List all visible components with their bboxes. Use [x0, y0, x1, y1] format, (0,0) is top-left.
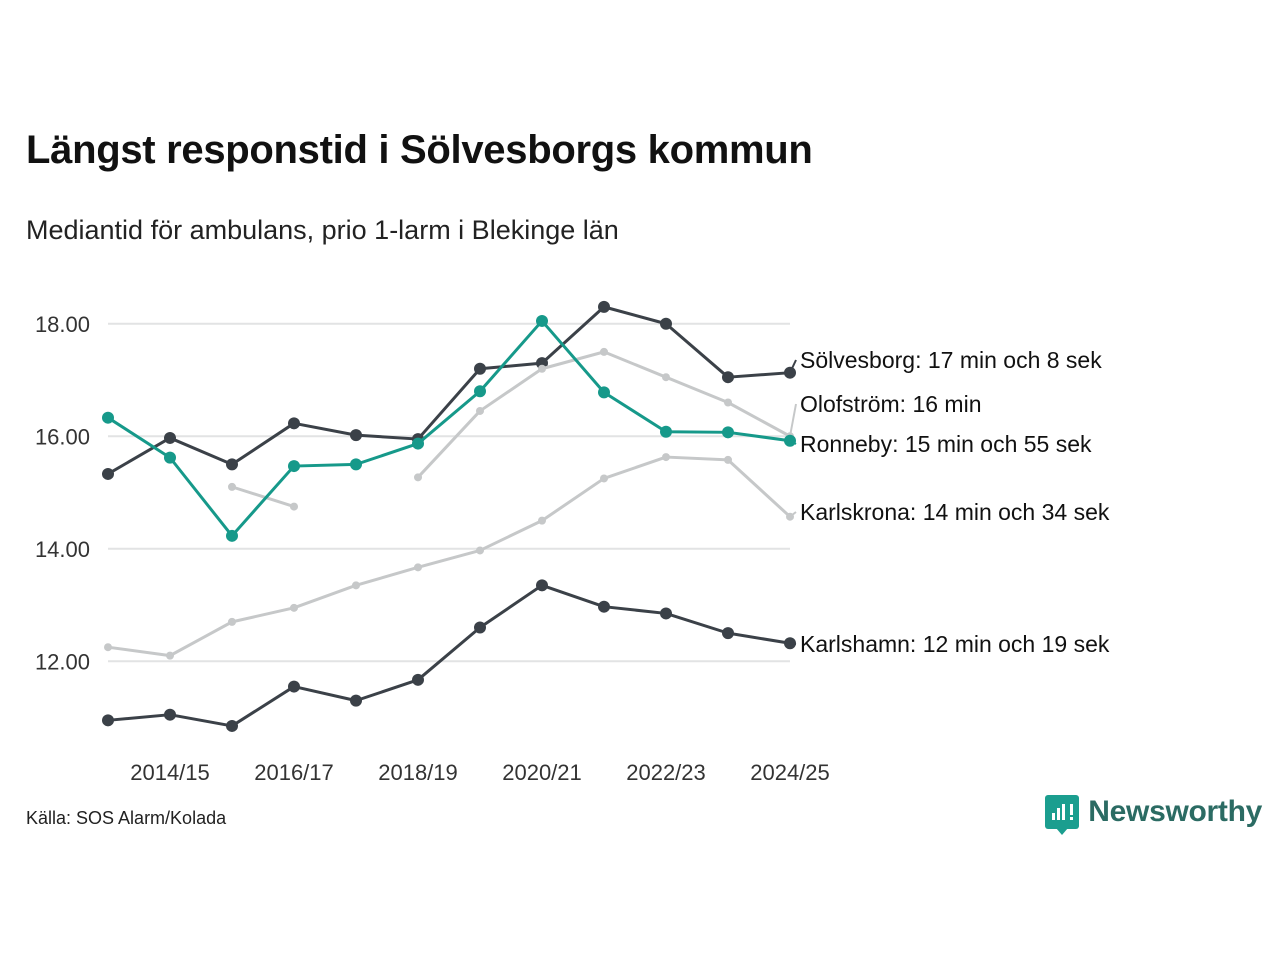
- data-point: [414, 473, 422, 481]
- data-point: [722, 627, 734, 639]
- newsworthy-icon: [1045, 795, 1079, 829]
- gridlines: [108, 324, 790, 662]
- x-tick-label: 2022/23: [626, 760, 706, 785]
- data-point: [598, 301, 610, 313]
- data-point: [166, 652, 174, 660]
- data-point: [724, 456, 732, 464]
- data-point: [290, 503, 298, 511]
- data-point: [538, 365, 546, 373]
- data-point: [164, 432, 176, 444]
- data-point: [414, 563, 422, 571]
- y-tick-label: 12.00: [34, 649, 90, 675]
- data-point: [600, 348, 608, 356]
- data-point: [350, 429, 362, 441]
- data-point: [104, 643, 112, 651]
- data-point: [600, 474, 608, 482]
- brand-name: Newsworthy: [1088, 795, 1262, 828]
- x-tick-label: 2014/15: [130, 760, 210, 785]
- data-point: [226, 530, 238, 542]
- data-point: [228, 483, 236, 491]
- series-label-olofström: Olofström: 16 min: [800, 391, 982, 417]
- series-label-sölvesborg: Sölvesborg: 17 min och 8 sek: [800, 347, 1102, 373]
- y-tick-label: 14.00: [34, 536, 90, 562]
- data-point: [538, 517, 546, 525]
- series-group: [102, 301, 796, 732]
- data-point: [164, 709, 176, 721]
- data-point: [722, 426, 734, 438]
- data-point: [474, 622, 486, 634]
- data-point: [102, 468, 114, 480]
- data-point: [350, 458, 362, 470]
- data-point: [536, 315, 548, 327]
- exclamation-icon: [1070, 804, 1073, 815]
- data-point: [536, 579, 548, 591]
- series-line: [108, 307, 790, 474]
- data-point: [660, 426, 672, 438]
- source-note: Källa: SOS Alarm/Kolada: [26, 808, 227, 828]
- series-label-karlskrona: Karlskrona: 14 min och 34 sek: [800, 499, 1110, 525]
- x-tick-label: 2024/25: [750, 760, 830, 785]
- data-point: [352, 581, 360, 589]
- series-label-ronneby: Ronneby: 15 min och 55 sek: [800, 431, 1092, 457]
- data-point: [226, 720, 238, 732]
- data-point: [226, 458, 238, 470]
- x-tick-label: 2018/19: [378, 760, 458, 785]
- data-point: [474, 385, 486, 397]
- x-tick-label: 2020/21: [502, 760, 582, 785]
- data-point: [662, 373, 670, 381]
- data-point: [476, 546, 484, 554]
- data-point: [288, 460, 300, 472]
- label-connector: [790, 643, 796, 644]
- data-point: [290, 604, 298, 612]
- data-point: [598, 601, 610, 613]
- series-labels: [800, 347, 1110, 657]
- data-point: [288, 681, 300, 693]
- data-point: [660, 607, 672, 619]
- y-tick-label: 16.00: [34, 424, 90, 450]
- x-tick-label: 2016/17: [254, 760, 334, 785]
- brand-logo: [1045, 795, 1262, 829]
- data-point: [476, 407, 484, 415]
- series-line: [108, 585, 790, 726]
- y-tick-label: 18.00: [34, 311, 90, 337]
- data-point: [164, 452, 176, 464]
- data-point: [724, 399, 732, 407]
- label-connector: [790, 404, 796, 436]
- data-point: [228, 618, 236, 626]
- data-point: [412, 674, 424, 686]
- data-point: [102, 412, 114, 424]
- series-label-karlshamn: Karlshamn: 12 min och 19 sek: [800, 631, 1110, 657]
- data-point: [350, 695, 362, 707]
- data-point: [102, 714, 114, 726]
- data-point: [412, 438, 424, 450]
- data-point: [662, 453, 670, 461]
- y-axis-ticks: [35, 312, 90, 675]
- data-point: [722, 371, 734, 383]
- data-point: [598, 386, 610, 398]
- data-point: [288, 417, 300, 429]
- series-line: [108, 321, 790, 536]
- series-line: [108, 457, 790, 656]
- data-point: [660, 318, 672, 330]
- series-line: [232, 352, 790, 507]
- data-point: [474, 363, 486, 375]
- x-axis-ticks: [130, 760, 830, 785]
- bar-chart-icon: [1052, 804, 1065, 820]
- page-subtitle: Mediantid för ambulans, prio 1-larm i Blekinge län: [26, 215, 619, 245]
- page-title: Längst responstid i Sölvesborgs kommun: [26, 128, 813, 172]
